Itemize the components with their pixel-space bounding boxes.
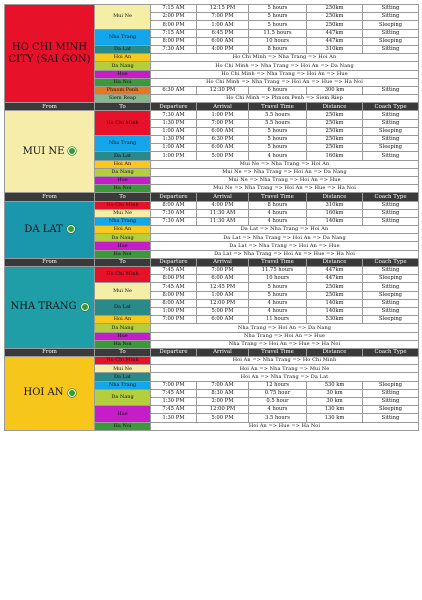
departure-time: 2:00 PM: [151, 13, 197, 21]
schedule-row: [5, 5, 419, 13]
coach-type: Sitting: [363, 119, 419, 127]
distance: 310km: [307, 45, 363, 53]
destination-cell: Ha Noi: [95, 185, 151, 193]
departure-time: 7:30 AM: [151, 209, 197, 217]
status-dot-icon: [68, 147, 76, 155]
travel-time: 4 hours: [249, 209, 307, 217]
travel-time: 4 hours: [249, 152, 307, 160]
departure-time: 7:45 AM: [151, 389, 197, 397]
arrival-time: 6:45 PM: [197, 29, 249, 37]
column-header: Distance: [307, 193, 363, 201]
departure-time: 7:30 AM: [151, 217, 197, 225]
schedule-row: [5, 267, 419, 275]
departure-time: 1:00 PM: [151, 152, 197, 160]
connecting-route: Mui Ne => Nha Trang => Hoi An => Da Nang: [151, 168, 419, 176]
destination-cell: Ho Chi Minh: [95, 267, 151, 283]
travel-time: 5 hours: [249, 144, 307, 152]
origin-city-cell: [5, 357, 95, 431]
distance: 160km: [307, 209, 363, 217]
origin-city-name: HO CHI MINH CITY (SAI GON): [8, 41, 91, 65]
column-header-row: [5, 348, 419, 356]
distance: 300 km: [307, 86, 363, 94]
arrival-time: 6:00 AM: [197, 275, 249, 283]
destination-cell: Da Lat: [95, 299, 151, 315]
arrival-time: 6:00 AM: [197, 316, 249, 324]
coach-type: Sleeping: [363, 127, 419, 135]
coach-type: Sleeping: [363, 381, 419, 389]
arrival-time: 11:30 AM: [197, 217, 249, 225]
departure-time: 7:45 AM: [151, 283, 197, 291]
schedule-row: [5, 201, 419, 209]
departure-time: 1:00 AM: [151, 127, 197, 135]
arrival-time: 7:00 PM: [197, 13, 249, 21]
distance: 250km: [307, 127, 363, 135]
connecting-route: Mui Ne => Nha Trang => Hoi An => Hue => Ha Noi: [151, 185, 419, 193]
arrival-time: 7:00 PM: [197, 119, 249, 127]
distance: 447km: [307, 29, 363, 37]
destination-cell: Ha Noi: [95, 78, 151, 86]
destination-cell: Nha Trang: [95, 217, 151, 225]
departure-time: 7:00 PM: [151, 316, 197, 324]
column-header: Travel Time: [249, 193, 307, 201]
travel-time: 4 hours: [249, 299, 307, 307]
distance: 250km: [307, 119, 363, 127]
column-header: Distance: [307, 348, 363, 356]
origin-city-cell: [5, 267, 95, 349]
arrival-time: 11:30 AM: [197, 209, 249, 217]
distance: 160km: [307, 152, 363, 160]
distance: 30 km: [307, 389, 363, 397]
travel-time: 5 hours: [249, 5, 307, 13]
distance: 250km: [307, 291, 363, 299]
destination-cell: Da Nang: [95, 234, 151, 242]
schedule-row: [5, 111, 419, 119]
column-header: From: [5, 103, 95, 111]
travel-time: 5.5 hours: [249, 111, 307, 119]
departure-time: 1:00 PM: [151, 307, 197, 315]
coach-type: Sleeping: [363, 21, 419, 29]
destination-cell: Hoi An: [95, 316, 151, 324]
coach-type: Sitting: [363, 45, 419, 53]
destination-cell: Hue: [95, 332, 151, 340]
origin-city-name: DA LAT: [24, 223, 63, 235]
connecting-route: Da Lat => Nha Trang => Hoi An => Da Nang: [151, 234, 419, 242]
column-header: From: [5, 193, 95, 201]
arrival-time: 6:00 AM: [197, 144, 249, 152]
destination-cell: Hue: [95, 176, 151, 184]
column-header: To: [95, 103, 151, 111]
travel-time: 10 hours: [249, 37, 307, 45]
travel-time: 8 hours: [249, 45, 307, 53]
departure-time: 7:30 AM: [151, 111, 197, 119]
status-dot-icon: [81, 303, 89, 311]
column-header: Arrival: [197, 348, 249, 356]
destination-cell: Phnom Penh: [95, 86, 151, 94]
destination-cell: Mui Ne: [95, 209, 151, 217]
arrival-time: 6:00 AM: [197, 37, 249, 45]
column-header: Distance: [307, 103, 363, 111]
column-header: Coach Type: [363, 103, 419, 111]
connecting-route: Da Lat => Nha Trang => Hoi An => Hue => Ha Noi: [151, 250, 419, 258]
arrival-time: 6:30 PM: [197, 136, 249, 144]
distance: 250km: [307, 5, 363, 13]
destination-cell: Hue: [95, 242, 151, 250]
arrival-time: 5:00 PM: [197, 307, 249, 315]
arrival-time: 4:00 PM: [197, 201, 249, 209]
distance: 250km: [307, 144, 363, 152]
arrival-time: 12:00 PM: [197, 406, 249, 414]
travel-time: 0.75 hour: [249, 389, 307, 397]
destination-cell: Da Nang: [95, 324, 151, 332]
column-header: Travel Time: [249, 258, 307, 266]
travel-time: 11.5 hours: [249, 29, 307, 37]
column-header: From: [5, 258, 95, 266]
destination-cell: Ha Noi: [95, 250, 151, 258]
column-header: Arrival: [197, 258, 249, 266]
destination-cell: Hue: [95, 406, 151, 422]
departure-time: 6:30 AM: [151, 86, 197, 94]
column-header-row: [5, 258, 419, 266]
departure-time: 7:45 AM: [151, 267, 197, 275]
destination-cell: Hoi An: [95, 226, 151, 234]
status-dot-icon: [68, 389, 76, 397]
destination-cell: Hue: [95, 70, 151, 78]
origin-city-cell: [5, 111, 95, 193]
connecting-route: Da Lat => Nha Trang => Hoi An => Hue: [151, 242, 419, 250]
column-header: Distance: [307, 258, 363, 266]
distance: 447km: [307, 37, 363, 45]
travel-time: 4 hours: [249, 307, 307, 315]
coach-type: Sitting: [363, 13, 419, 21]
departure-time: 8:00 PM: [151, 291, 197, 299]
coach-type: Sitting: [363, 398, 419, 406]
distance: 310km: [307, 201, 363, 209]
destination-cell: Mui Ne: [95, 365, 151, 373]
destination-cell: Da Lat: [95, 373, 151, 381]
column-header: Travel Time: [249, 348, 307, 356]
connecting-route: Da Lat => Nha Trang => Hoi An: [151, 226, 419, 234]
coach-type: Sitting: [363, 201, 419, 209]
distance: 250km: [307, 111, 363, 119]
departure-time: 7:45 AM: [151, 406, 197, 414]
distance: 530 km: [307, 381, 363, 389]
departure-time: 1:30 PM: [151, 136, 197, 144]
travel-time: 5.5 hours: [249, 119, 307, 127]
destination-cell: Da Nang: [95, 62, 151, 70]
arrival-time: 12:15 PM: [197, 5, 249, 13]
travel-time: 4 hours: [249, 217, 307, 225]
arrival-time: 1:00 AM: [197, 21, 249, 29]
departure-time: 1:30 PM: [151, 398, 197, 406]
arrival-time: 1:00 PM: [197, 111, 249, 119]
distance: 140km: [307, 217, 363, 225]
column-header: To: [95, 193, 151, 201]
arrival-time: 12:45 PM: [197, 283, 249, 291]
connecting-route: Mui Ne => Nha Trang => Hoi An => Hue: [151, 176, 419, 184]
departure-time: 1:30 PM: [151, 414, 197, 422]
travel-time: 5 hours: [249, 136, 307, 144]
departure-time: 7:00 PM: [151, 381, 197, 389]
coach-type: Sitting: [363, 86, 419, 94]
travel-time: 12 hours: [249, 381, 307, 389]
departure-time: 7:15 AM: [151, 5, 197, 13]
distance: 250km: [307, 136, 363, 144]
arrival-time: 5:00 PM: [197, 152, 249, 160]
connecting-route: Mui Ne => Nha Trang => Hoi An: [151, 160, 419, 168]
coach-type: Sitting: [363, 209, 419, 217]
coach-type: Sitting: [363, 414, 419, 422]
destination-cell: Nha Trang: [95, 381, 151, 389]
coach-type: Sitting: [363, 389, 419, 397]
schedule-body: [5, 5, 419, 431]
distance: 30 km: [307, 398, 363, 406]
column-header: From: [5, 348, 95, 356]
destination-cell: Da Nang: [95, 389, 151, 405]
connecting-route: Ho Chi Minh => Nha Trang => Hoi An => Hue: [151, 70, 419, 78]
destination-cell: Mui Ne: [95, 5, 151, 30]
destination-cell: Nha Trang: [95, 136, 151, 152]
column-header: Arrival: [197, 103, 249, 111]
destination-cell: Da Lat: [95, 152, 151, 160]
departure-time: 1:30 PM: [151, 119, 197, 127]
coach-type: Sitting: [363, 29, 419, 37]
coach-type: Sitting: [363, 5, 419, 13]
origin-city-cell: [5, 5, 95, 103]
connecting-route: Nha Trang => Hoi An => Hue: [151, 332, 419, 340]
connecting-route: Nha Trang => Hoi An => Hue => Ha Noi: [151, 340, 419, 348]
travel-time: 11.75 hours: [249, 267, 307, 275]
travel-time: 5 hours: [249, 21, 307, 29]
coach-type: Sleeping: [363, 275, 419, 283]
coach-type: Sleeping: [363, 291, 419, 299]
departure-time: 8:00 PM: [151, 275, 197, 283]
destination-cell: Ho Chi Minh: [95, 201, 151, 209]
coach-type: Sitting: [363, 299, 419, 307]
column-header: Arrival: [197, 193, 249, 201]
departure-time: 7:30 AM: [151, 45, 197, 53]
travel-time: 3.5 hours: [249, 414, 307, 422]
column-header: Departure: [151, 103, 197, 111]
destination-cell: Da Nang: [95, 168, 151, 176]
column-header: Coach Type: [363, 258, 419, 266]
coach-type: Sitting: [363, 152, 419, 160]
distance: 250km: [307, 21, 363, 29]
arrival-time: 6:00 AM: [197, 127, 249, 135]
travel-time: 5 hours: [249, 127, 307, 135]
coach-type: Sitting: [363, 307, 419, 315]
coach-type: Sleeping: [363, 144, 419, 152]
arrival-time: 12:30 PM: [197, 86, 249, 94]
column-header: Travel Time: [249, 103, 307, 111]
coach-type: Sleeping: [363, 37, 419, 45]
distance: 447km: [307, 267, 363, 275]
travel-time: 8 hours: [249, 201, 307, 209]
distance: 130 km: [307, 414, 363, 422]
connecting-route: Nha Trang => Hoi An => Da Nang: [151, 324, 419, 332]
travel-time: 11 hours: [249, 316, 307, 324]
departure-time: 8:00 AM: [151, 299, 197, 307]
status-dot-icon: [67, 225, 75, 233]
arrival-time: 4:00 PM: [197, 45, 249, 53]
coach-type: Sleeping: [363, 406, 419, 414]
coach-type: Sitting: [363, 217, 419, 225]
connecting-route: Hoi An => Hue => Ha Noi: [151, 422, 419, 430]
connecting-route: Hoi An => Nha Trang => Da Lat: [151, 373, 419, 381]
coach-type: Sleeping: [363, 316, 419, 324]
destination-cell: Ho Chi Minh: [95, 111, 151, 136]
coach-type: Sitting: [363, 267, 419, 275]
origin-city-name: NHA TRANG: [10, 301, 77, 313]
coach-type: Sitting: [363, 111, 419, 119]
column-header: Departure: [151, 258, 197, 266]
departure-time: 1:00 AM: [151, 144, 197, 152]
departure-time: 8:00 AM: [151, 201, 197, 209]
travel-time: 0.5 hour: [249, 398, 307, 406]
travel-time: 5 hours: [249, 283, 307, 291]
arrival-time: 7:00 AM: [197, 381, 249, 389]
column-header: To: [95, 348, 151, 356]
coach-type: Sitting: [363, 136, 419, 144]
connecting-route: Ho Chi Minh => Nha Trang => Hoi An => Hue => Ha Noi: [151, 78, 419, 86]
departure-time: 7:15 AM: [151, 29, 197, 37]
column-header: To: [95, 258, 151, 266]
arrival-time: 12:00 PM: [197, 299, 249, 307]
destination-cell: Ha Noi: [95, 340, 151, 348]
distance: 250km: [307, 13, 363, 21]
origin-city-name: HOI AN: [23, 387, 64, 399]
destination-cell: Ha Noi: [95, 422, 151, 430]
connecting-route: Hoi An => Nha Trang => Mui Ne: [151, 365, 419, 373]
destination-cell: Ho Chi Minh: [95, 357, 151, 365]
arrival-time: 8:30 AM: [197, 389, 249, 397]
connecting-route: Ho Chi Minh => Nha Trang => Hoi An => Da Nang: [151, 62, 419, 70]
connecting-route: Ho Chi Minh => Phnom Penh => Siem Riep: [151, 95, 419, 103]
distance: 140km: [307, 299, 363, 307]
connecting-route: Ho Chi Minh => Nha Trang => Hoi An: [151, 54, 419, 62]
arrival-time: 5:00 PM: [197, 414, 249, 422]
origin-city-name: MUI NE: [22, 145, 65, 157]
column-header-row: [5, 193, 419, 201]
distance: 250km: [307, 283, 363, 291]
coach-type: Sitting: [363, 283, 419, 291]
connecting-route: Hoi An => Nha Trang => Ho Chi Minh: [151, 357, 419, 365]
arrival-time: 2:00 PM: [197, 398, 249, 406]
destination-cell: Mui Ne: [95, 283, 151, 299]
column-header: Departure: [151, 348, 197, 356]
distance: 130 km: [307, 406, 363, 414]
column-header-row: [5, 103, 419, 111]
column-header: Coach Type: [363, 193, 419, 201]
schedule-row: [5, 357, 419, 365]
travel-time: 4 hours: [249, 406, 307, 414]
arrival-time: 7:00 PM: [197, 267, 249, 275]
travel-time: 5 hours: [249, 291, 307, 299]
distance: 447km: [307, 275, 363, 283]
distance: 530km: [307, 316, 363, 324]
destination-cell: Nha Trang: [95, 29, 151, 45]
origin-city-cell: [5, 201, 95, 258]
column-header: Departure: [151, 193, 197, 201]
departure-time: 8:00 PM: [151, 21, 197, 29]
arrival-time: 1:00 AM: [197, 291, 249, 299]
travel-time: 10 hours: [249, 275, 307, 283]
destination-cell: Siem Reap: [95, 95, 151, 103]
travel-time: 5 hours: [249, 13, 307, 21]
destination-cell: Hoi An: [95, 160, 151, 168]
destination-cell: Da Lat: [95, 45, 151, 53]
bus-schedule-table: [4, 4, 419, 431]
distance: 140km: [307, 307, 363, 315]
departure-time: 8:00 PM: [151, 37, 197, 45]
column-header: Coach Type: [363, 348, 419, 356]
destination-cell: Hoi An: [95, 54, 151, 62]
travel-time: 6 hours: [249, 86, 307, 94]
